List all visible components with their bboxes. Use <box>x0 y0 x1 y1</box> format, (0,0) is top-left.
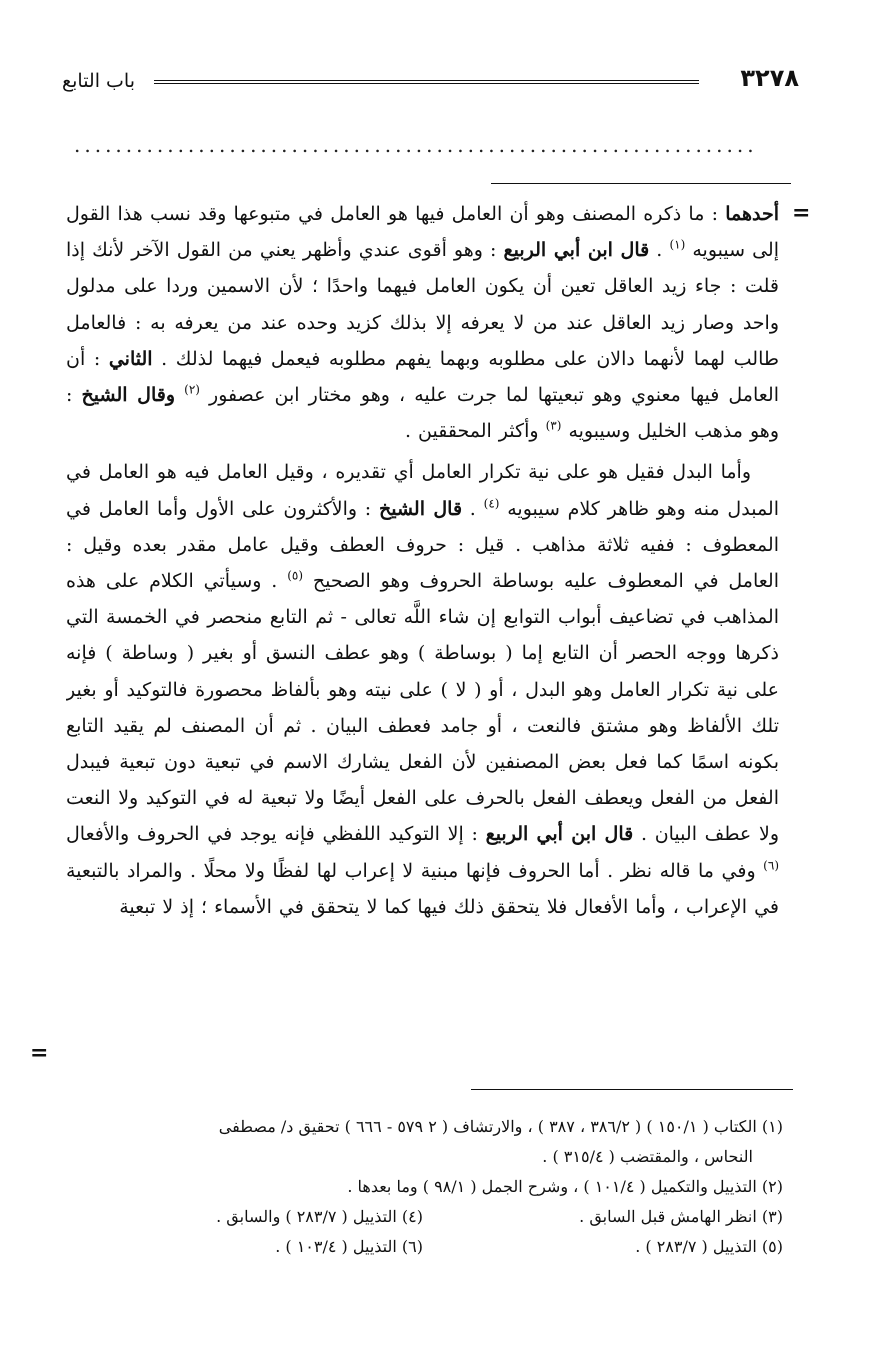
term-second: الثاني <box>108 347 153 370</box>
cited-scholar: وقال الشيخ <box>81 384 176 407</box>
page-number: ٣٢٧٨ <box>740 64 799 92</box>
cited-scholar: قال الشيخ <box>378 497 463 520</box>
cited-scholar: قال ابن أبي الربيع <box>503 239 650 262</box>
footnote-2: (٢) التذييل والتكميل ( ١٠١/٤ ) ، وشرح الجمل ( ٩٨/١ ) وما بعدها . <box>347 1177 783 1196</box>
main-text <box>66 196 779 1066</box>
chapter-title: باب التابع <box>62 70 135 92</box>
footnotes <box>58 1112 783 1262</box>
footnote-1: (١) الكتاب ( ١٥٠/١ ) ( ٣٨٦/٢ ، ٣٨٧ ) ، والارتشاف ( ٢ ٥٧٩ - ٦٦٦ ) تحقيق د/ مصطفى <box>218 1117 783 1136</box>
footnote-ref-6: (٦) <box>763 858 779 873</box>
footnote-1-continued: النحاس ، والمقتضب ( ٣١٥/٤ ) . <box>542 1147 753 1166</box>
continuation-mark-bottom: = <box>30 1040 49 1066</box>
footnote-ref-3: (٣) <box>545 418 562 433</box>
footnote-ref-5: (٥) <box>287 568 304 583</box>
footnote-5: (٥) التذييل ( ٢٨٣/٧ ) . <box>635 1237 783 1256</box>
section-rule <box>491 183 791 184</box>
term-first: أحدهما <box>725 203 779 225</box>
footnote-ref-2: (٢) <box>184 382 200 397</box>
footnote-4: (٤) التذييل ( ٢٨٣/٧ ) والسابق . <box>216 1207 423 1226</box>
paragraph-2: وأما البدل فقيل هو على نية تكرار العامل أي تقديره ، وقيل العامل فيه هو العامل في المبدل منه وهو ظاهر كلام سيبويه $^{(٤)}$ . قال الشيخ : والأكثرون على الأول وأما العامل في المعطوف : ففيه ثلاثة مذاهب . قيل : حروف العطف وقيل عامل مقدر بعده وقيل : العامل في المعطوف عليه بوساطة الحروف وهو الصحيح $^{(٥)}$ . وسيأتي الكلام على هذه المذاهب في تضاعيف أبواب التوابع إن شاء اللَّه تعالى - ثم التابع منحصر في الخمسة التي ذكرها ووجه الحصر أن التابع إما ( بوساطة ) وهو عطف النسق أو بغير ( وساطة ) فإنه على نية تكرار العامل وهو البدل ، أو ( لا ) على نيته وهو بألفاظ محصورة فالتوكيد أو بغير تلك الألفاظ وهو مشتق فالنعت ، أو جامد فعطف البيان . ثم أن المصنف لم يقيد التابع بكونه اسمًا كما فعل بعض المصنفين لأن الفعل يشارك الاسم في تبعية دون تبعية فيبدل الفعل من الفعل ويعطف الفعل بالحرف على الفعل أيضًا ولا تبعية له في التوكيد ولا النعت ولا عطف البيان . قال ابن أبي الربيع : إلا التوكيد اللفظي فإنه يوجد في الحروف والأفعال $^{(٦)}$ وفي ما قاله نظر . أما الحروف فإنها مبنية لا إعراب لها لفظًا ولا محلًا . والمراد بالتبعية في الإعراب ، وأما الأفعال فلا يتحقق ذلك فيها كما لا يتحقق في الأسماء ؛ إذ لا تبعية <box>66 461 779 918</box>
page-header <box>62 64 799 98</box>
continuation-mark-top: = <box>792 200 811 226</box>
dotted-separator: .................................................................. <box>74 133 758 153</box>
paragraph-1: أحدهما : ما ذكره المصنف وهو أن العامل فيها هو العامل في متبوعها وقد نسب هذا القول إلى سيبويه $^{(١)}$ . قال ابن أبي الربيع : وهو أقوى عندي وأظهر يعني من القول الآخر لأنك إذا قلت : جاء زيد العاقل تعين أن يكون العامل فيهما واحدًا ؛ لأن الاسمين وردا على مدلول واحد وصار زيد العاقل عند من لا يعرفه إلا بذلك كزيد وحده عند من يعرفه به : فالعامل طالب لهما لأنهما دالان على مطلوبه وبهما يفهم مطلوبه فيعمل فيهما لذلك . الثاني : أن العامل فيها معنوي وهو تبعيتها لما جرت عليه ، وهو مختار ابن عصفور $^{(٢)}$ وقال الشيخ : وهو مذهب الخليل وسيبويه $^{(٣)}$ وأكثر المحققين . <box>66 203 779 443</box>
footnote-6: (٦) التذييل ( ١٠٣/٤ ) . <box>275 1237 423 1256</box>
footnote-ref-4: (٤) <box>483 496 500 511</box>
footnote-row <box>58 1202 783 1232</box>
footnote-3: (٣) انظر الهامش قبل السابق . <box>579 1207 783 1226</box>
footnote-rule <box>471 1089 793 1090</box>
footnote-row <box>58 1232 783 1262</box>
footnote-ref-1: (١) <box>669 237 686 252</box>
cited-scholar: قال ابن أبي الربيع <box>485 823 634 846</box>
header-rule <box>154 80 699 84</box>
